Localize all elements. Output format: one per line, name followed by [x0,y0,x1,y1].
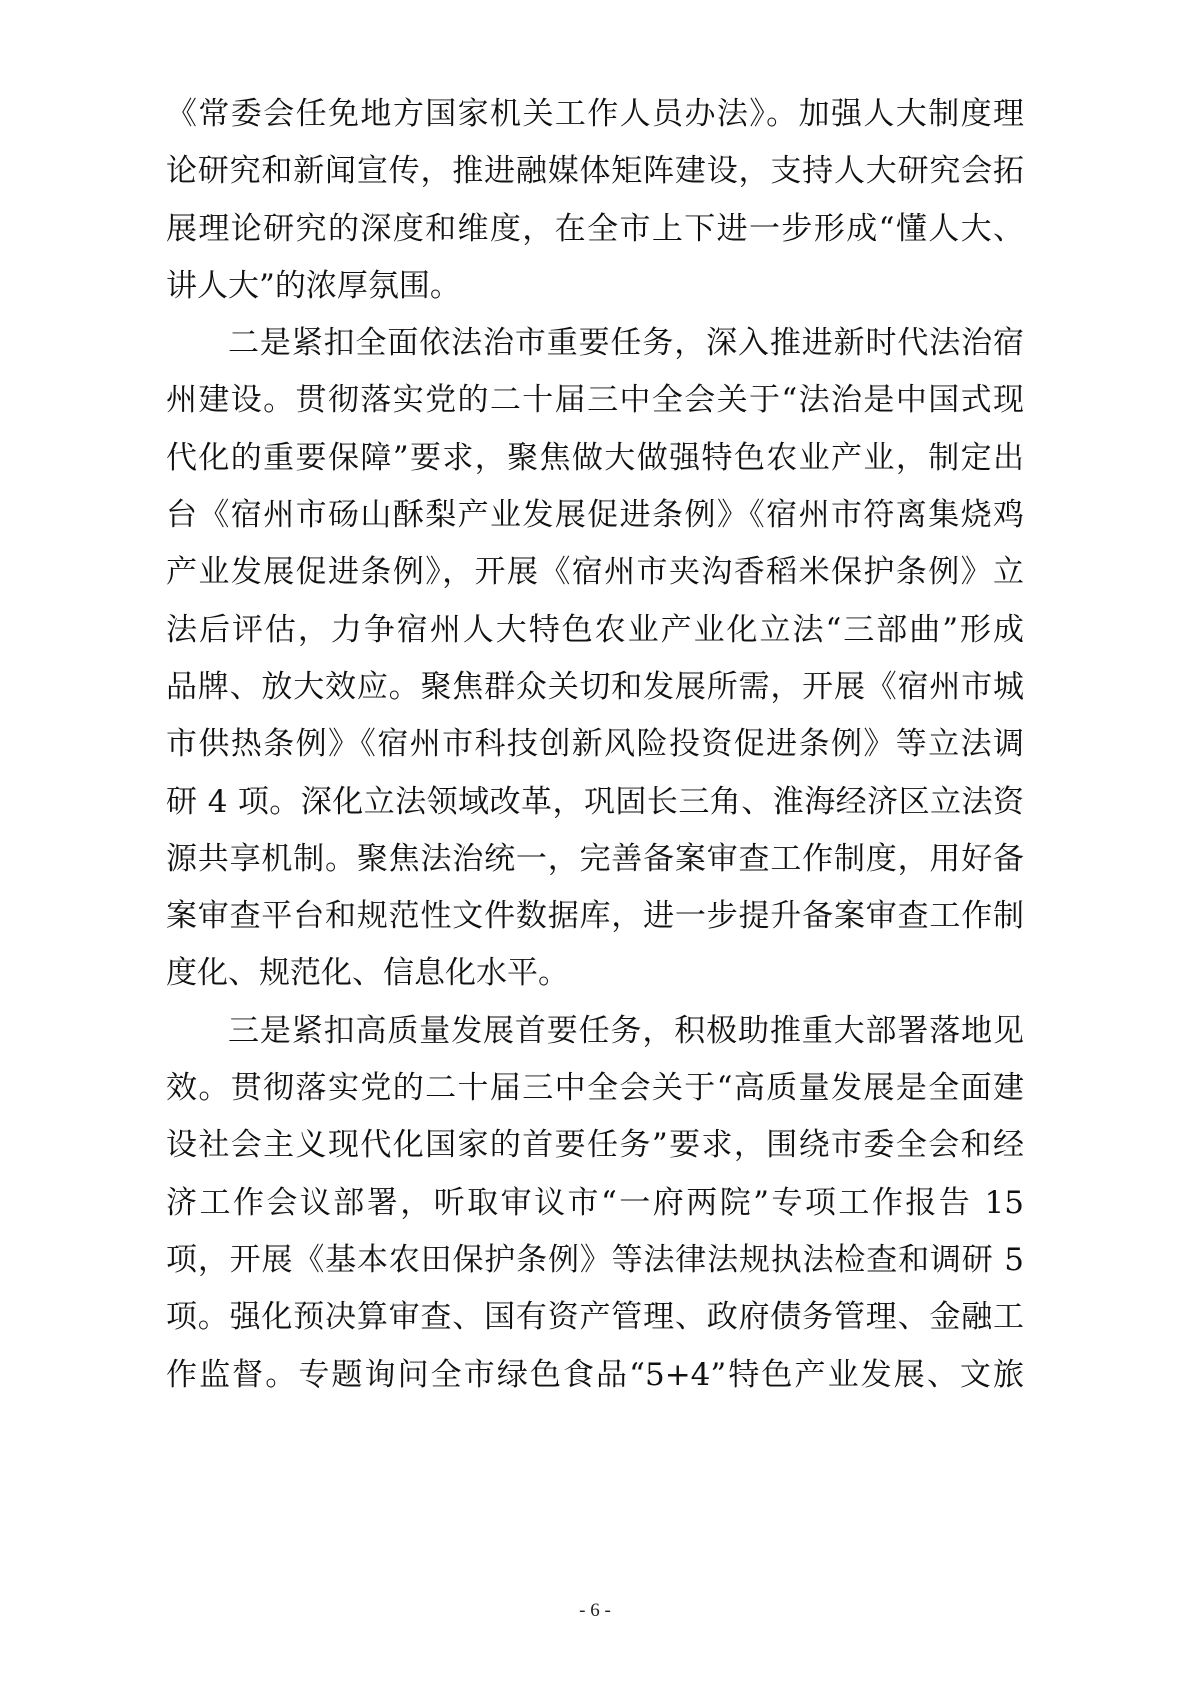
text-line: 二是紧扣全面依法治市重要任务，深入推进新时代法治宿 [228,325,1024,362]
text-line: 讲人大”的浓厚氛围。 [166,267,461,304]
text-line: 案审查平台和规范性文件数据库，进一步提升备案审查工作制 [166,898,1024,935]
text-line: 济工作会议部署，听取审议市“一府两院”专项工作报告 15 [166,1184,1024,1221]
text-line: 三是紧扣高质量发展首要任务，积极助推重大部署落地见 [228,1012,1024,1049]
text-line: 展理论研究的深度和维度，在全市上下进一步形成“懂人大、 [166,210,1024,247]
paragraph-1 [166,86,1024,315]
text-line: 效。贯彻落实党的二十届三中全会关于“高质量发展是全面建 [166,1070,1024,1107]
text-line: 项，开展《基本农田保护条例》等法律法规执法检查和调研 5 [166,1241,1024,1278]
page-number: - 6 - [579,1600,611,1621]
text-line: 论研究和新闻宣传，推进融媒体矩阵建设，支持人大研究会拓 [166,153,1024,190]
paragraph-2 [166,315,1024,1003]
text-line: 作监督。专题询问全市绿色食品“5+4”特色产业发展、文旅 [166,1356,1024,1393]
text-line: 品牌、放大效应。聚焦群众关切和发展所需，开展《宿州市城 [166,668,1024,705]
text-line: 度化、规范化、信息化水平。 [166,955,569,992]
text-line: 市供热条例》《宿州市科技创新风险投资促进条例》等立法调 [166,726,1024,763]
text-line: 《常委会任免地方国家机关工作人员办法》。加强人大制度理 [166,96,1024,132]
text-line: 设社会主义现代化国家的首要任务”要求，围绕市委全会和经 [166,1127,1024,1164]
text-line: 法后评估，力争宿州人大特色农业产业化立法“三部曲”形成 [166,611,1024,648]
text-line: 代化的重要保障”要求，聚焦做大做强特色农业产业，制定出 [166,439,1024,476]
text-line: 研 4 项。深化立法领域改革，巩固长三角、淮海经济区立法资 [166,783,1024,820]
text-line: 项。强化预决算审查、国有资产管理、政府债务管理、金融工 [166,1299,1024,1336]
text-line: 州建设。贯彻落实党的二十届三中全会关于“法治是中国式现 [166,382,1024,419]
text-line: 台《宿州市砀山酥梨产业发展促进条例》《宿州市符离集烧鸡 [166,497,1024,534]
paragraph-3 [166,1003,1024,1404]
text-line: 产业发展促进条例》，开展《宿州市夹沟香稻米保护条例》立 [166,554,1024,591]
body-text [166,86,1024,1404]
text-line: 源共享机制。聚焦法治统一，完善备案审查工作制度，用好备 [166,840,1024,877]
